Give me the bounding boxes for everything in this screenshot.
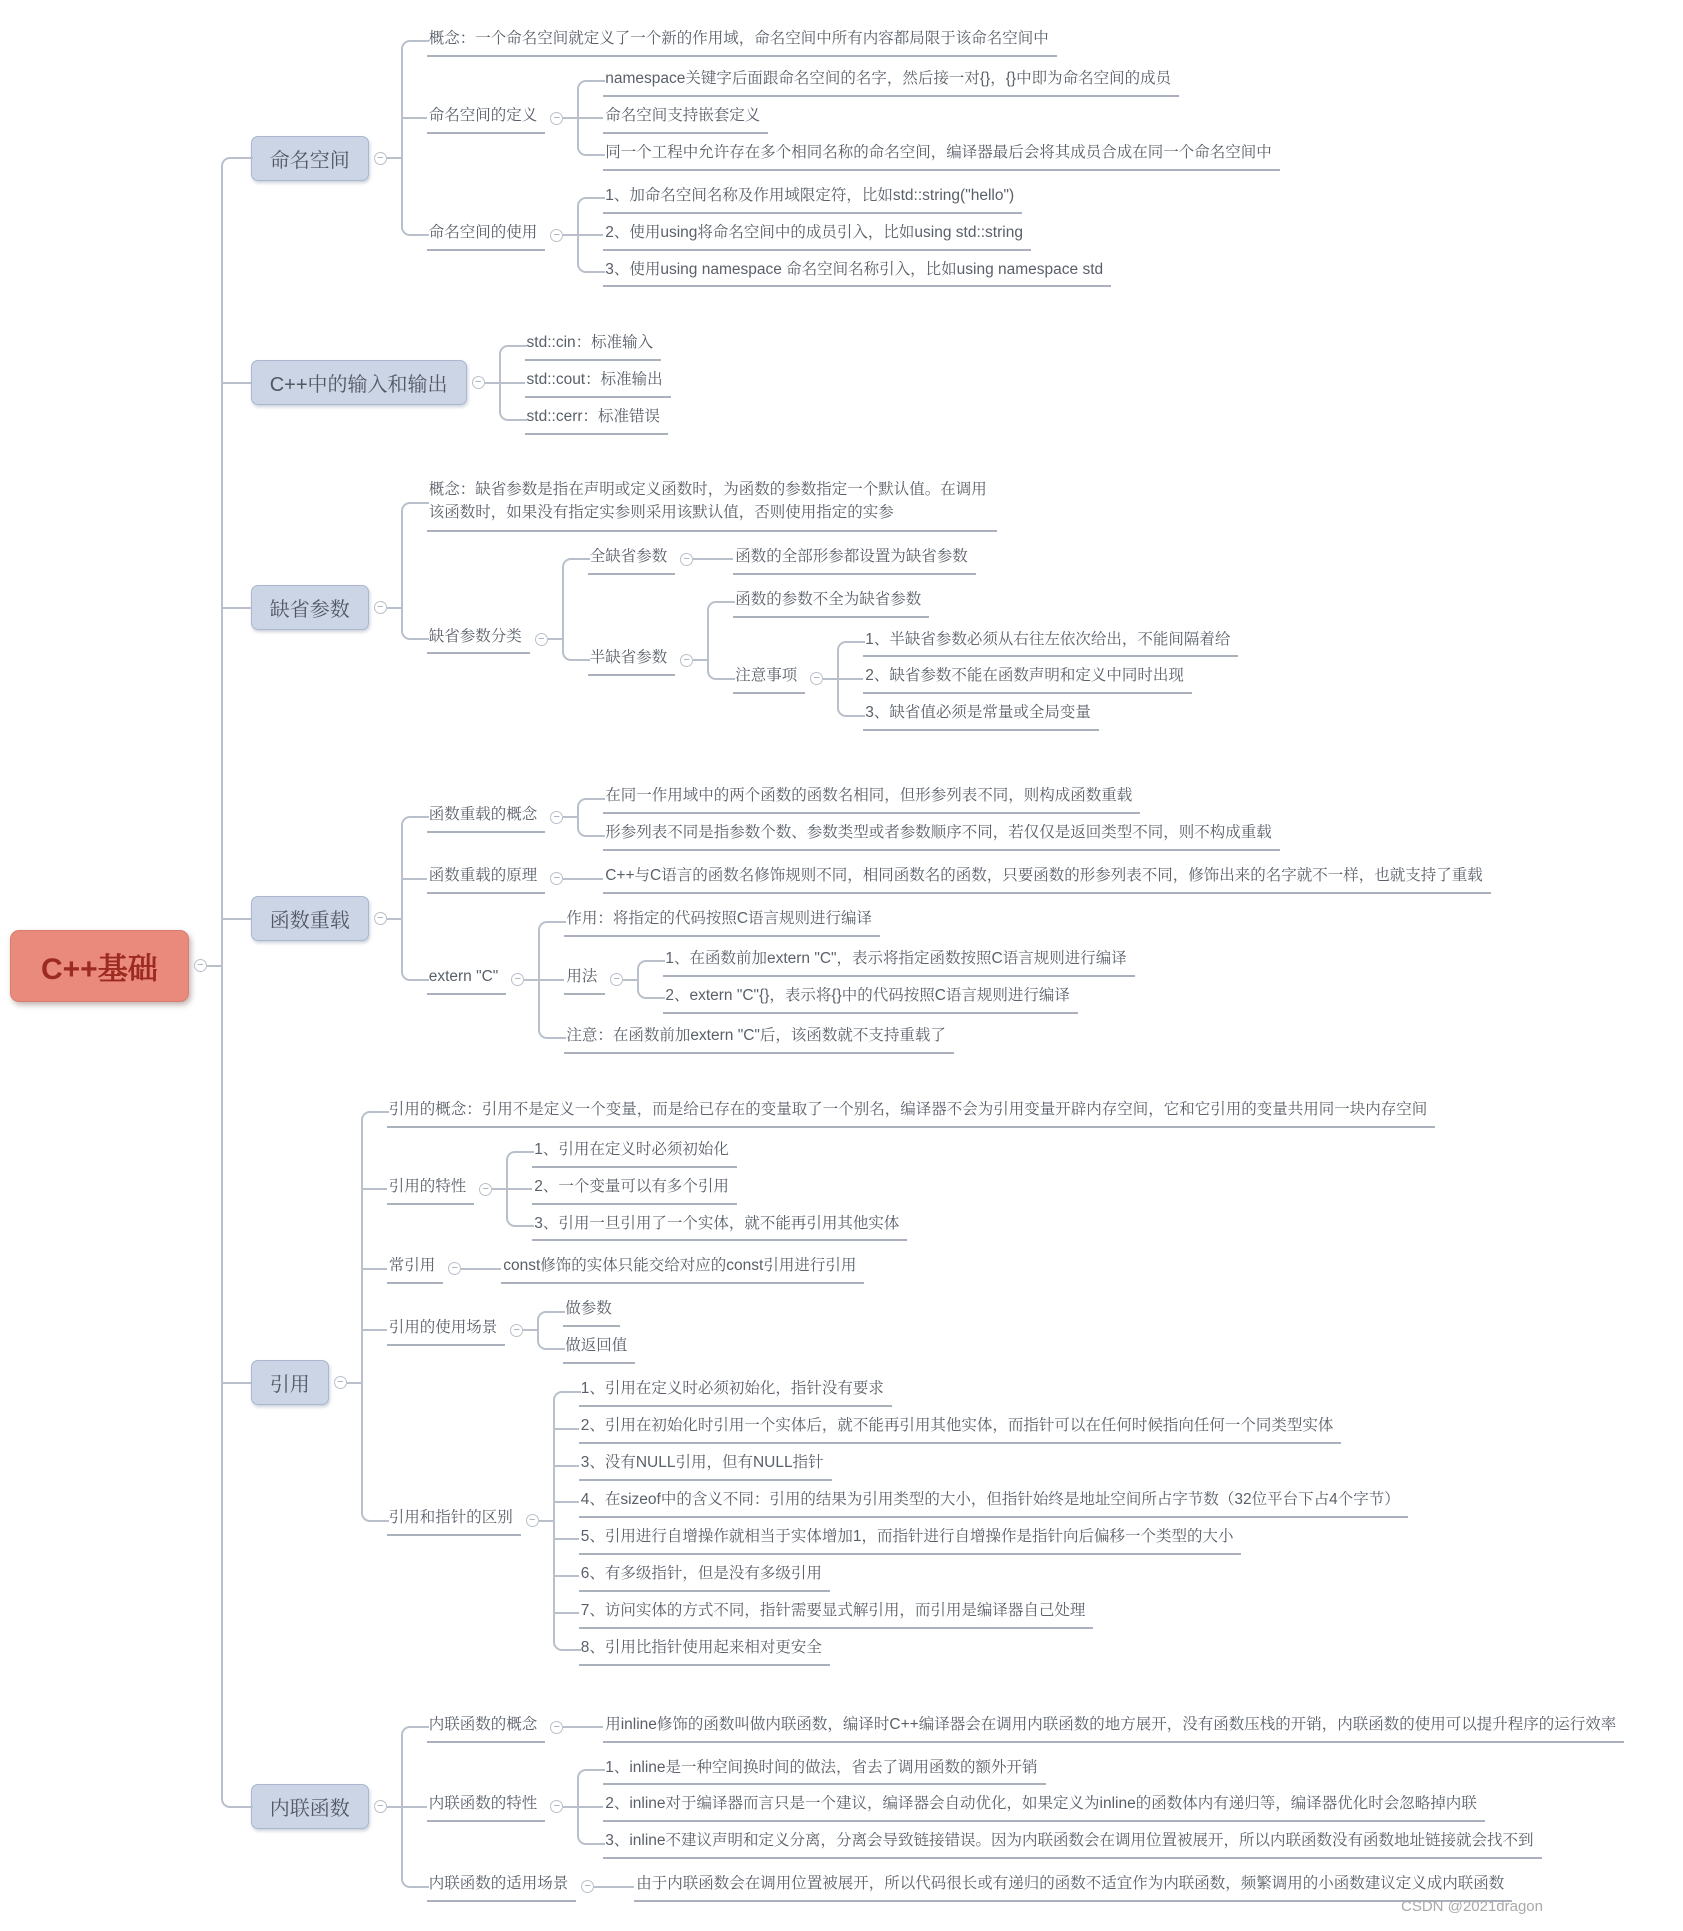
subtopic-row (603, 103, 768, 134)
subtopic-node[interactable]: 2、使用using将命名空间中的成员引入，比如using std::string (603, 220, 1031, 251)
subtopic-node[interactable]: 2、extern "C"{}，表示将{}中的代码按照C语言规则进行编译 (663, 983, 1078, 1014)
collapse-icon[interactable]: − (448, 1262, 461, 1275)
subtopic-node[interactable]: 1、加命名空间名称及作用域限定符，比如std::string("hello") (603, 183, 1022, 214)
subtopic-node[interactable]: 用inline修饰的函数叫做内联函数，编译时C++编译器会在调用内联函数的地方展开，没有函数压栈的开销，内联函数的使用可以提升程序的运行效率 (603, 1712, 1624, 1743)
branch (577, 1709, 1624, 1746)
subtopic-node[interactable]: 形参列表不同是指参数个数、参数类型或者参数顺序不同，若仅仅是返回类型不同，则不构成重载 (603, 820, 1280, 851)
subtopic-row (588, 584, 1239, 738)
branch (553, 1558, 1408, 1595)
subtopic-row (603, 140, 1280, 171)
subtopic-node[interactable]: C++与C语言的函数名修饰规则不同，相同函数名的函数，只要函数的形参列表不同，修饰出来的名字就不一样，也就支持了重载 (603, 863, 1491, 894)
subtopic-node[interactable]: 作用：将指定的代码按照C语言规则进行编译 (564, 906, 880, 937)
collapse-icon[interactable]: − (550, 112, 563, 125)
subtopic-row (427, 1709, 1625, 1746)
branch (401, 535, 1239, 744)
subtopic-node[interactable]: 3、使用using namespace 命名空间名称引入，比如using namespace std (603, 257, 1111, 288)
branch (401, 60, 1280, 177)
collapse-icon[interactable]: − (374, 152, 387, 165)
branch (553, 1521, 1408, 1558)
collapse-icon[interactable]: − (334, 1376, 347, 1389)
branch (506, 1134, 907, 1171)
collapse-icon[interactable]: − (510, 1324, 523, 1337)
children-group (401, 472, 1239, 743)
connector-line (823, 678, 837, 680)
subtopic-row (603, 183, 1022, 214)
subtopic-row (427, 475, 997, 532)
branch (553, 1447, 1408, 1484)
branch (221, 1077, 1625, 1689)
connector-line (563, 1806, 577, 1808)
connector-line (387, 607, 401, 609)
subtopic-row (427, 26, 1057, 57)
subtopic-row (525, 330, 662, 361)
collapse-icon[interactable]: − (526, 1514, 539, 1527)
subtopic-row (563, 1333, 635, 1364)
subtopic-row (603, 1791, 1485, 1822)
subtopic-row (863, 663, 1192, 694)
subtopic-row (532, 1211, 907, 1242)
subtopic-node[interactable]: 命名空间支持嵌套定义 (603, 103, 768, 134)
children-group (499, 327, 671, 438)
subtopic-row (863, 700, 1099, 731)
collapse-icon[interactable]: − (511, 973, 524, 986)
collapse-icon[interactable]: − (550, 872, 563, 885)
branch (506, 1171, 907, 1208)
subtopic-node[interactable]: 做参数 (563, 1296, 620, 1327)
subtopic-row (564, 943, 1134, 1017)
children-group (637, 943, 1134, 1017)
children-group (562, 538, 1239, 741)
subtopic-row (733, 544, 976, 575)
subtopic-node[interactable]: 7、访问实体的方式不同，指针需要显式解引用，而引用是编译器自己处理 (579, 1598, 1094, 1629)
subtopic-node[interactable]: 命名空间的定义 (427, 103, 546, 134)
subtopic-row (603, 1755, 1045, 1786)
connector-line (485, 382, 499, 384)
collapse-icon[interactable]: − (374, 912, 387, 925)
subtopic-node[interactable]: 引用的特性 (387, 1174, 475, 1205)
branch (361, 1247, 1436, 1290)
subtopic-node[interactable]: 1、inline是一种空间换时间的做法，省去了调用函数的额外开销 (603, 1755, 1045, 1786)
branch (577, 254, 1111, 291)
subtopic-row (603, 1712, 1624, 1743)
connector-line (548, 638, 562, 640)
subtopic-row (387, 1134, 908, 1245)
branch (553, 1484, 1408, 1521)
branch (537, 1330, 635, 1367)
subtopic-row (733, 624, 1238, 735)
branch (221, 760, 1625, 1076)
subtopic-node[interactable]: 注意：在函数前加extern "C"后，该函数就不支持重载了 (564, 1023, 954, 1054)
children-group (553, 1373, 1408, 1668)
connector-line (207, 965, 221, 967)
children-group (361, 1094, 1436, 1672)
subtopic-node[interactable]: 3、没有NULL引用，但有NULL指针 (579, 1450, 832, 1481)
connector-line (563, 816, 577, 818)
branch (401, 1706, 1625, 1749)
subtopic-row (525, 367, 671, 398)
branch (475, 1250, 864, 1287)
subtopic-node[interactable]: 3、inline不建议声明和定义分离，分离会导致链接错误。因为内联函数会在调用位置被展开，所以内联函数没有函数地址链接就会找不到 (603, 1828, 1541, 1859)
subtopic-row (427, 538, 1239, 741)
collapse-icon[interactable]: − (472, 376, 485, 389)
subtopic-node[interactable]: 在同一作用域中的两个函数的函数名相同，但形参列表不同，则构成函数重载 (603, 783, 1140, 814)
subtopic-node[interactable]: 用法 (564, 964, 605, 995)
topic-row (251, 1706, 1625, 1909)
connector-line (594, 1886, 608, 1888)
children-group (577, 1752, 1541, 1863)
subtopic-row (387, 1250, 865, 1287)
subtopic-node[interactable]: 内联函数的特性 (427, 1791, 546, 1822)
subtopic-node[interactable]: 同一个工程中允许存在多个相同名称的命名空间，编译器最后会将其成员合成在同一个命名空间中 (603, 140, 1280, 171)
subtopic-node[interactable]: 2、inline对于编译器而言只是一个建议，编译器会自动优化，如果定义为inline的函数体内有递归等，编译器优化时会忽略掉内联 (603, 1791, 1485, 1822)
subtopic-node[interactable]: 内联函数的概念 (427, 1712, 546, 1743)
subtopic-node[interactable]: 4、在sizeof中的含义不同：引用的结果为引用类型的大小，但指针始终是地址空间所占字节数（32位平台下占4个字节） (579, 1487, 1408, 1518)
subtopic-row (579, 1376, 892, 1407)
branch (637, 943, 1134, 980)
children-group (577, 1709, 1624, 1746)
children-group (577, 63, 1280, 174)
branch (837, 624, 1238, 661)
subtopic-node[interactable]: 1、引用在定义时必须初始化 (532, 1137, 737, 1168)
subtopic-node[interactable]: 引用和指针的区别 (387, 1505, 521, 1536)
topic-row (251, 777, 1491, 1059)
subtopic-row (588, 541, 976, 578)
collapse-icon[interactable]: − (610, 973, 623, 986)
branch (221, 1689, 1625, 1926)
branch (361, 1094, 1436, 1131)
subtopic-row (427, 903, 1135, 1057)
subtopic-row (387, 1293, 636, 1367)
subtopic-node[interactable]: 常引用 (387, 1253, 444, 1284)
connector-line (563, 117, 577, 119)
subtopic-row (579, 1450, 832, 1481)
branch (577, 817, 1280, 854)
subtopic-row (579, 1598, 1094, 1629)
subtopic-node[interactable]: 注意事项 (733, 663, 805, 694)
branch (537, 1293, 635, 1330)
topic-row (251, 1094, 1436, 1672)
children-group (577, 180, 1111, 291)
connector-line (387, 1806, 401, 1808)
branch (553, 1632, 1408, 1669)
children-group (837, 624, 1238, 735)
branch (361, 1370, 1436, 1671)
branch (577, 1825, 1541, 1862)
topic-node[interactable]: 引用 (251, 1360, 329, 1405)
subtopic-row (603, 783, 1140, 814)
collapse-icon[interactable]: − (374, 1800, 387, 1813)
subtopic-node[interactable]: 2、缺省参数不能在函数声明和定义中同时出现 (863, 663, 1192, 694)
children-group (707, 584, 1238, 738)
children-group (538, 903, 1134, 1057)
subtopic-node[interactable]: 1、半缺省参数必须从右往左依次给出，不能间隔着给 (863, 627, 1238, 658)
branch (401, 857, 1491, 900)
root-row (10, 6, 1624, 1925)
connector-line (461, 1268, 475, 1270)
children-group (401, 23, 1280, 293)
subtopic-node[interactable]: 3、缺省值必须是常量或全局变量 (863, 700, 1099, 731)
collapse-icon[interactable]: − (680, 553, 693, 566)
branch (401, 472, 1239, 535)
connector-line (492, 1188, 506, 1190)
topic-row (251, 472, 1239, 743)
connector-line (563, 1726, 577, 1728)
topic-node[interactable]: 命名空间 (251, 136, 369, 181)
subtopic-row (579, 1413, 1342, 1444)
branch (577, 1788, 1541, 1825)
subtopic-row (427, 780, 1280, 854)
subtopic-node[interactable]: 概念：缺省参数是指在声明或定义函数时，为函数的参数指定一个默认值。在调用该函数时，如果没有指定实参则采用该默认值，否则使用指定的实参 (427, 475, 997, 532)
children-group (577, 860, 1491, 897)
branch (577, 63, 1280, 100)
connector-line (693, 558, 707, 560)
branch (577, 180, 1111, 217)
subtopic-node[interactable]: 全缺省参数 (588, 544, 676, 575)
subtopic-row (387, 1373, 1408, 1668)
subtopic-node[interactable]: 引用的使用场景 (387, 1315, 506, 1346)
subtopic-node[interactable]: 3、引用一旦引用了一个实体，就不能再引用其他实体 (532, 1211, 907, 1242)
branch (637, 980, 1134, 1017)
connector-line (347, 1382, 361, 1384)
connector-line (387, 157, 401, 159)
subtopic-row (579, 1635, 830, 1666)
branch (707, 541, 976, 578)
subtopic-row (579, 1524, 1242, 1555)
subtopic-row (427, 1868, 1513, 1905)
connector-line (693, 659, 707, 661)
subtopic-row (563, 1296, 620, 1327)
branch (837, 697, 1238, 734)
connector-line (539, 1520, 553, 1522)
subtopic-node[interactable]: 由于内联函数会在调用位置被展开，所以代码很长或有递归的函数不适宜作为内联函数，频繁调用的小函数建议定义成内联函数 (634, 1871, 1512, 1902)
subtopic-node[interactable]: 函数的参数不全为缺省参数 (733, 587, 929, 618)
branch (562, 581, 1239, 741)
subtopic-row (501, 1253, 864, 1284)
collapse-icon[interactable]: − (680, 654, 693, 667)
subtopic-row (564, 1023, 954, 1054)
children-group (475, 1250, 864, 1287)
subtopic-node[interactable]: 8、引用比指针使用起来相对更安全 (579, 1635, 830, 1666)
subtopic-node[interactable]: std::cout：标准输出 (525, 367, 671, 398)
collapse-icon[interactable]: − (374, 601, 387, 614)
branch (221, 455, 1625, 760)
branch (538, 940, 1134, 1020)
subtopic-node[interactable]: 6、有多级指针，但是没有多级引用 (579, 1561, 830, 1592)
subtopic-node[interactable]: 命名空间的使用 (427, 220, 546, 251)
children-group (537, 1293, 635, 1367)
branch (361, 1131, 1436, 1248)
subtopic-node[interactable]: 5、引用进行自增操作就相当于实体增加1，而指针进行自增操作是指针向后偏移一个类型的大小 (579, 1524, 1242, 1555)
children-group (401, 1706, 1625, 1909)
subtopic-node[interactable]: 半缺省参数 (588, 645, 676, 676)
collapse-icon[interactable]: − (194, 959, 207, 972)
subtopic-node[interactable]: 2、引用在初始化时引用一个实体后，就不能再引用其他实体，而指针可以在任何时候指向任何一个同类型实体 (579, 1413, 1342, 1444)
subtopic-row (427, 63, 1280, 174)
subtopic-row (427, 180, 1111, 291)
branch (577, 100, 1280, 137)
children-group (401, 777, 1491, 1059)
subtopic-row (663, 946, 1134, 977)
subtopic-row (427, 1752, 1542, 1863)
subtopic-node[interactable]: extern "C" (427, 964, 507, 995)
branch (499, 327, 671, 364)
subtopic-row (532, 1174, 737, 1205)
branch (401, 23, 1280, 60)
children-group (707, 541, 976, 578)
topic-node[interactable]: C++中的输入和输出 (251, 360, 467, 405)
subtopic-node[interactable]: 内联函数的适用场景 (427, 1871, 577, 1902)
branch (577, 780, 1280, 817)
collapse-icon[interactable]: − (550, 229, 563, 242)
subtopic-row (579, 1561, 830, 1592)
subtopic-row (733, 587, 929, 618)
subtopic-row (603, 1828, 1541, 1859)
topic-row (251, 23, 1280, 293)
root-node[interactable]: C++基础 (10, 930, 189, 1002)
subtopic-row (564, 906, 880, 937)
branch (577, 1752, 1541, 1789)
branch (401, 1749, 1625, 1866)
subtopic-node[interactable]: 函数重载的概念 (427, 802, 546, 833)
branch (401, 177, 1280, 294)
subtopic-node[interactable]: const修饰的实体只能交给对应的const引用进行引用 (501, 1253, 864, 1284)
topic-row (251, 327, 671, 438)
subtopic-node[interactable]: namespace关键字后面跟命名空间的名字，然后接一对{}，{}中即为命名空间的成员 (603, 66, 1179, 97)
subtopic-node[interactable]: 缺省参数分类 (427, 624, 530, 655)
subtopic-node[interactable]: 函数的全部形参都设置为缺省参数 (733, 544, 976, 575)
branch (608, 1868, 1512, 1905)
branch (499, 364, 671, 401)
subtopic-node[interactable]: 引用的概念：引用不是定义一个变量，而是给已存在的变量取了一个别名，编译器不会为引用变量开辟内存空间，它和它引用的变量共用同一块内存空间 (387, 1097, 1436, 1128)
branch (562, 538, 1239, 581)
branch (553, 1595, 1408, 1632)
subtopic-row (603, 820, 1280, 851)
subtopic-node[interactable]: 1、在函数前加extern "C"，表示将指定函数按照C语言规则进行编译 (663, 946, 1134, 977)
subtopic-node[interactable]: std::cin：标准输入 (525, 330, 662, 361)
collapse-icon[interactable]: − (550, 1721, 563, 1734)
subtopic-row (387, 1097, 1436, 1128)
branch (707, 584, 1238, 621)
subtopic-node[interactable]: std::cerr：标准错误 (525, 404, 668, 435)
branch (707, 621, 1238, 738)
connector-line (387, 918, 401, 920)
branch (221, 6, 1625, 310)
subtopic-row (525, 404, 668, 435)
connector-line (563, 234, 577, 236)
topic-node[interactable]: 内联函数 (251, 1784, 369, 1829)
collapse-icon[interactable]: − (535, 633, 548, 646)
branch (553, 1410, 1408, 1447)
children-group (221, 6, 1625, 1925)
subtopic-row (532, 1137, 737, 1168)
collapse-icon[interactable]: − (810, 672, 823, 685)
subtopic-node[interactable]: 1、引用在定义时必须初始化，指针没有要求 (579, 1376, 892, 1407)
branch (538, 903, 1134, 940)
branch (506, 1208, 907, 1245)
subtopic-row (663, 983, 1078, 1014)
branch (401, 777, 1491, 857)
topic-node[interactable]: 缺省参数 (251, 585, 369, 630)
branch (577, 217, 1111, 254)
collapse-icon[interactable]: − (479, 1183, 492, 1196)
branch (221, 310, 1625, 455)
connector-line (523, 1329, 537, 1331)
subtopic-node[interactable]: 2、一个变量可以有多个引用 (532, 1174, 737, 1205)
branch (577, 860, 1491, 897)
subtopic-row (603, 257, 1111, 288)
subtopic-node[interactable]: 做返回值 (563, 1333, 635, 1364)
collapse-icon[interactable]: − (581, 1880, 594, 1893)
topic-node[interactable]: 函数重载 (251, 896, 369, 941)
branch (538, 1020, 1134, 1057)
subtopic-node[interactable]: 函数重载的原理 (427, 863, 546, 894)
branch (553, 1373, 1408, 1410)
branch (499, 401, 671, 438)
collapse-icon[interactable]: − (550, 811, 563, 824)
watermark: CSDN @2021dragon (1401, 1898, 1543, 1916)
subtopic-row (579, 1487, 1408, 1518)
subtopic-row (603, 66, 1179, 97)
branch (577, 137, 1280, 174)
children-group (577, 780, 1280, 854)
connector-line (524, 979, 538, 981)
children-group (608, 1868, 1512, 1905)
collapse-icon[interactable]: − (550, 1800, 563, 1813)
branch (837, 660, 1238, 697)
connector-line (563, 878, 577, 880)
connector-line (623, 979, 637, 981)
branch (401, 900, 1491, 1060)
subtopic-node[interactable]: 概念：一个命名空间就定义了一个新的作用域，命名空间中所有内容都局限于该命名空间中 (427, 26, 1057, 57)
subtopic-row (634, 1871, 1512, 1902)
subtopic-row (427, 860, 1491, 897)
subtopic-row (603, 863, 1491, 894)
branch (361, 1290, 1436, 1370)
children-group (506, 1134, 907, 1245)
subtopic-row (863, 627, 1238, 658)
subtopic-row (603, 220, 1031, 251)
